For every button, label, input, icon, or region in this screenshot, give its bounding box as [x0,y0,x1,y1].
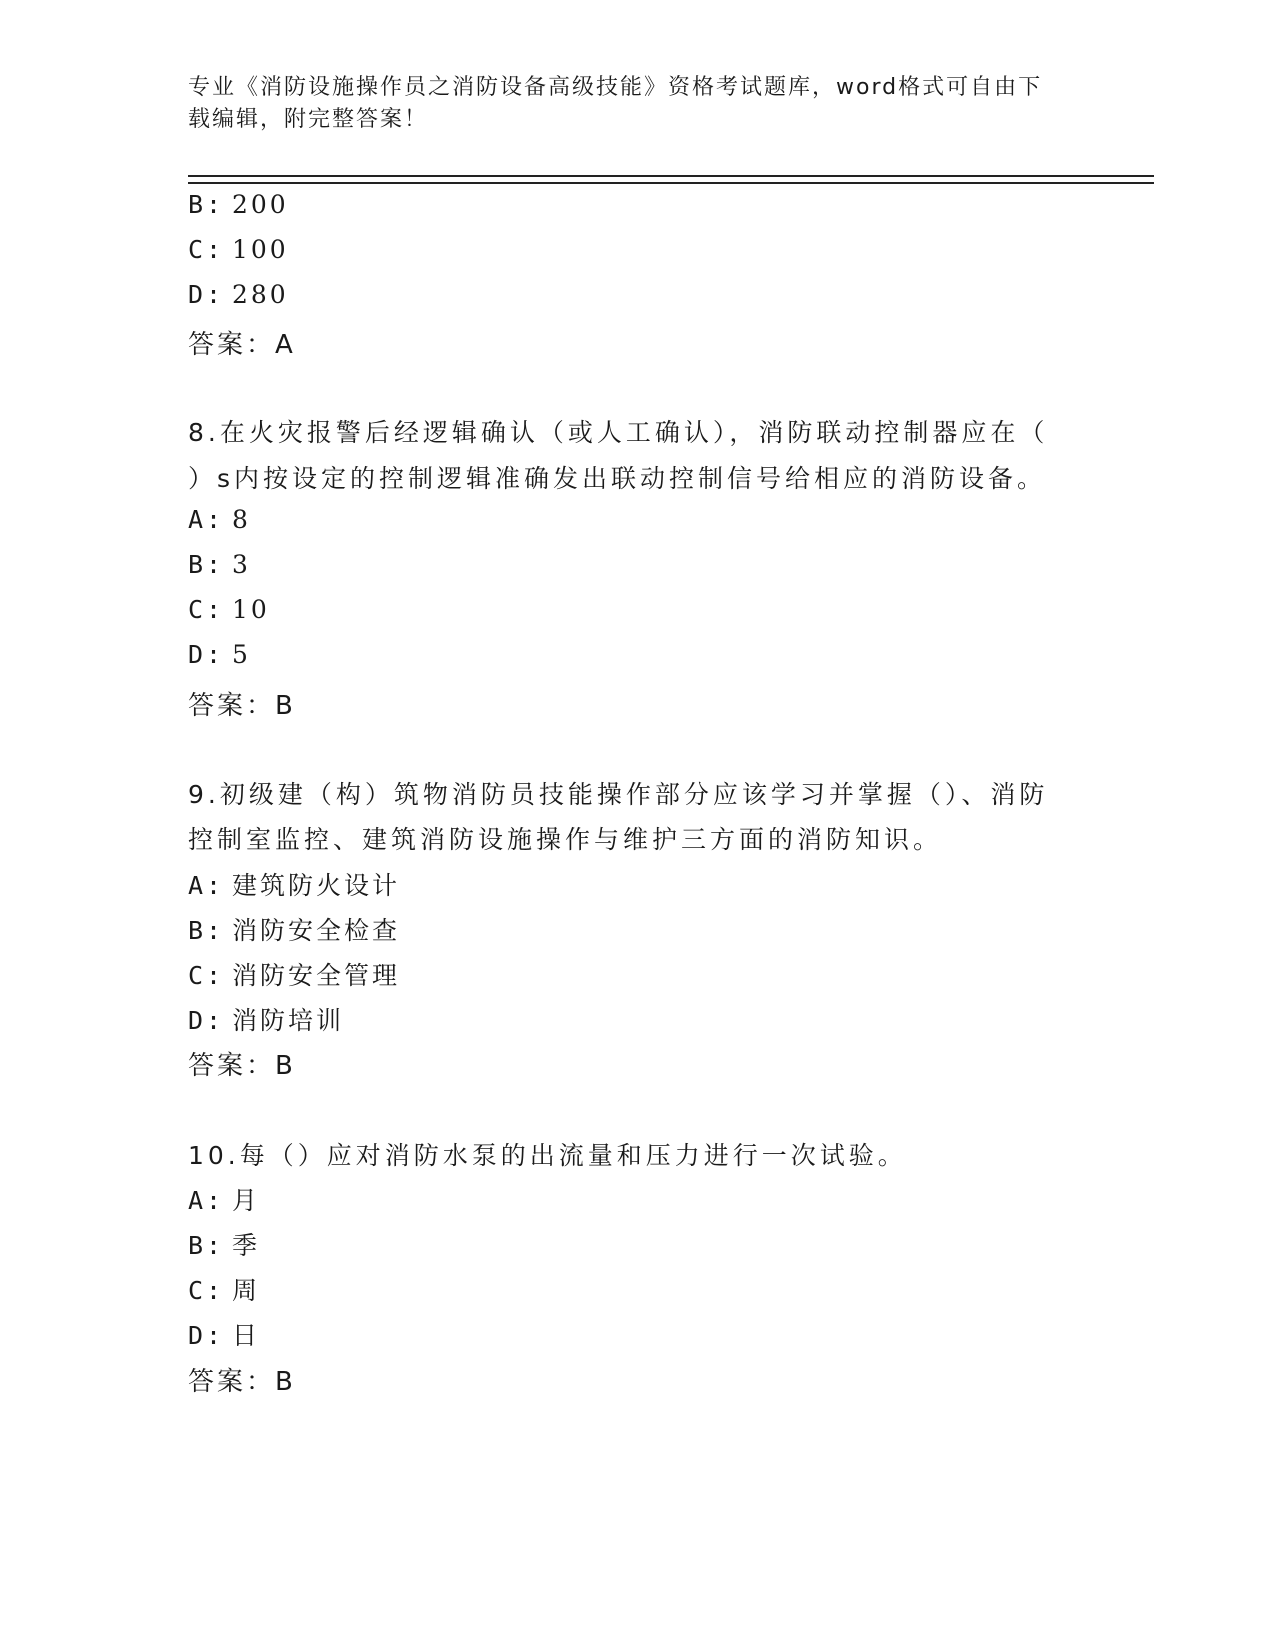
header-line-2: 载编辑，附完整答案！ [188,107,429,132]
question-9-text-line-2: 控制室监控、建筑消防设施操作与维护三方面的消防知识。 [188,825,943,854]
option-label: D: [188,280,225,309]
option-a [188,505,251,534]
option-a [188,1181,260,1217]
option-label: B: [188,190,225,219]
option-b [188,190,289,219]
answer: 答案：B [188,1367,296,1397]
option-text: 建筑防火设计 [232,871,401,900]
option-d [188,280,289,309]
option-text: 280 [232,280,289,309]
option-label: C: [188,595,225,624]
question-8-text-line-2: ）s内按设定的控制逻辑准确发出联动控制信号给相应的消防设备。 [188,464,1047,493]
option-label: D: [188,1321,225,1350]
option-b [188,550,251,579]
option-label: D: [188,640,225,669]
option-c [188,1271,260,1307]
option-text: 消防培训 [232,1006,345,1035]
answer: 答案：A [188,330,296,360]
option-label: C: [188,961,225,990]
option-label: A: [188,871,225,900]
question-10-text: 10.每（）应对消防水泵的出流量和压力进行一次试验。 [188,1141,907,1170]
option-text: 200 [232,190,289,219]
header-divider-top [188,175,1154,177]
option-d [188,1001,344,1037]
option-text: 月 [232,1186,261,1215]
option-c [188,235,289,264]
option-text: 100 [232,235,289,264]
option-text: 消防安全检查 [232,916,401,945]
option-text: 3 [232,550,251,579]
option-label: B: [188,1231,225,1260]
document-header [188,72,1068,136]
option-text: 季 [232,1231,261,1260]
option-label: C: [188,1276,225,1305]
header-divider-bottom [188,182,1154,184]
header-line-1: 专业《消防设施操作员之消防设备高级技能》资格考试题库，word格式可自由下 [188,75,1043,100]
question-9-text-line-1: 9.初级建（构）筑物消防员技能操作部分应该学习并掌握（）、消防 [188,780,1049,809]
answer: 答案：B [188,1051,296,1081]
question-8-text-line-1: 8.在火灾报警后经逻辑确认（或人工确认），消防联动控制器应在（ [188,418,1049,447]
option-text: 日 [232,1321,261,1350]
option-d [188,640,251,669]
option-text: 周 [232,1276,261,1305]
option-c [188,595,270,624]
option-text: 消防安全管理 [232,961,401,990]
option-label: C: [188,235,225,264]
answer: 答案：B [188,691,296,721]
option-label: D: [188,1006,225,1035]
option-d [188,1316,260,1352]
option-label: A: [188,1186,225,1215]
option-label: B: [188,916,225,945]
option-text: 10 [232,595,270,624]
option-text: 8 [232,505,251,534]
option-a [188,866,400,902]
option-label: A: [188,505,225,534]
option-c [188,956,400,992]
option-text: 5 [232,640,251,669]
option-b [188,1226,260,1262]
option-label: B: [188,550,225,579]
option-b [188,911,400,947]
